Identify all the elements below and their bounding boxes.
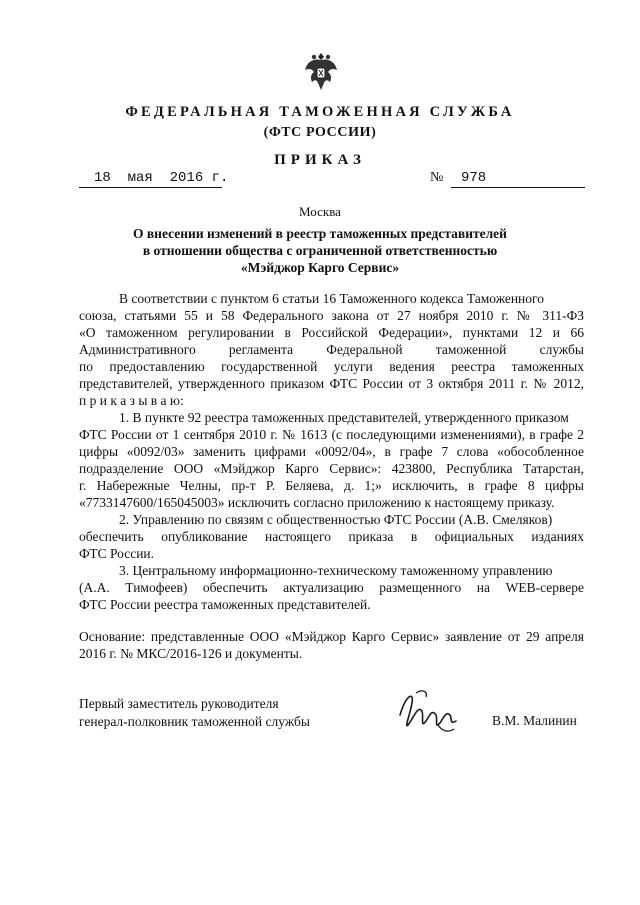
- order-number: 978: [461, 170, 487, 186]
- body-line: г. Набережные Челны, пр-т Р. Беляева, д. 1;» исключить, в графе 8 цифры: [79, 478, 584, 493]
- body-line: союза, статьями 55 и 58 Федерального закона от 27 ноября 2010 г. № 311-ФЗ: [79, 308, 584, 323]
- body-line: «О таможенном регулировании в Российской Федерации», пунктами 12 и 66: [79, 325, 584, 340]
- title-line: в отношении общества с ограниченной ответственностью: [142, 243, 498, 258]
- body-line: Административного регламента Федеральной таможенной службы: [79, 342, 584, 357]
- body-line: ФТС России от 1 сентября 2010 г. № 1613 (с последующими изменениями), в графе 2: [79, 427, 584, 442]
- agency-name: ФЕДЕРАЛЬНАЯ ТАМОЖЕННАЯ СЛУЖБА: [125, 104, 515, 120]
- body-line: по предоставлению государственной услуги ведения реестра таможенных: [79, 359, 584, 374]
- signer-rank: генерал-полковник таможенной службы: [79, 714, 310, 729]
- body-line: подразделение ООО «Мэйджор Карго Сервис»: 423800, Республика Татарстан,: [79, 461, 584, 476]
- body-line: представителей, утвержденного приказом ФТС России от 3 октября 2011 г. № 2012,: [79, 376, 584, 391]
- agency-short-name: (ФТС РОССИИ): [263, 125, 377, 140]
- body-line: ФТС России реестра таможенных представителей.: [79, 597, 371, 612]
- title-line: «Мэйджор Карго Сервис»: [240, 260, 400, 275]
- basis-line: Основание: представленные ООО «Мэйджор Карго Сервис» заявление от 29 апреля: [79, 629, 584, 644]
- basis-line: 2016 г. № МКС/2016-126 и документы.: [79, 646, 303, 661]
- body-line: (А.А. Тимофеев) обеспечить актуализацию размещенного на WEB-сервере: [79, 580, 584, 595]
- document-type: ПРИКАЗ: [274, 152, 366, 168]
- order-date: 18 мая 2016 г.: [94, 170, 229, 186]
- order-number-label: №: [430, 170, 444, 185]
- signer-position: Первый заместитель руководителя: [79, 696, 279, 711]
- body-line: обеспечить опубликование настоящего приказа в официальных изданиях: [79, 529, 584, 544]
- body-line: В соответствии с пунктом 6 статьи 16 Таможенного кодекса Таможенного: [119, 291, 544, 306]
- title-line: О внесении изменений в реестр таможенных представителей: [133, 226, 507, 241]
- signer-name: В.М. Малинин: [492, 713, 577, 728]
- body-line: цифры «0092/03» заменить цифрами «0092/04», в графе 7 слова «обособленное: [79, 444, 584, 459]
- coat-of-arms-icon: [303, 50, 339, 94]
- body-line: «7733147600/165045003» исключить согласно приложению к настоящему приказу.: [79, 495, 555, 510]
- body-line: 2. Управлению по связям с общественностью ФТС России (А.В. Смеляков): [119, 512, 553, 527]
- city: Москва: [299, 204, 341, 219]
- body-line: ФТС России.: [79, 546, 155, 561]
- handwritten-signature: [392, 685, 462, 739]
- order-date-field: [79, 170, 229, 188]
- order-number-field: [451, 170, 585, 188]
- body-line: 1. В пункте 92 реестра таможенных представителей, утвержденного приказом: [119, 410, 569, 425]
- body-line: п р и к а з ы в а ю:: [79, 393, 184, 408]
- body-line: 3. Центральному информационно-техническому таможенному управлению: [119, 563, 553, 578]
